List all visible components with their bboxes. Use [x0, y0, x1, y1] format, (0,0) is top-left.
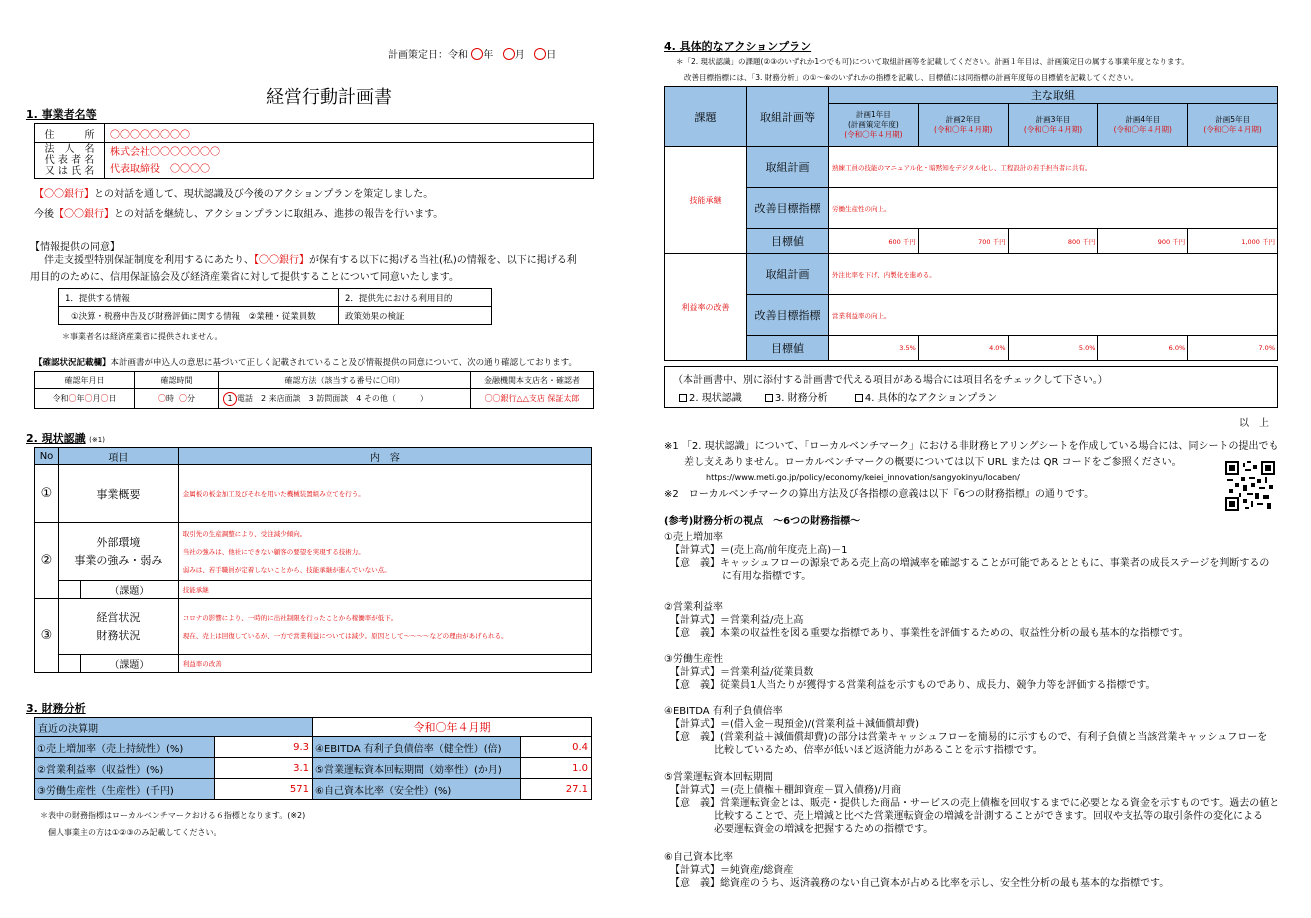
metric-value-5: 1.0: [521, 758, 592, 779]
indicator-3: ③労働生産性 【計算式】＝営業利益/従業員数 【意 義】従業員1人当たりが獲得する営業利益を示すものであり、成長力、競争力等を評価する指標です。: [664, 654, 1156, 691]
attachment-box: [664, 366, 1278, 408]
metric-value-1: 9.3: [215, 737, 313, 758]
info-value-2: 政策効果の検証: [339, 307, 492, 325]
block2-task: 利益率の改善: [665, 254, 747, 361]
attachment-note: （本計画書中、別に添付する計画書で代える項目がある場合には項目名をチェックして下さい。）: [673, 375, 1108, 386]
representative-name: 代表取締役 〇〇〇〇: [110, 163, 210, 175]
block2-target-label: 目標値: [747, 336, 829, 361]
financial-table: [34, 717, 592, 800]
corp-label-1: 法 人 名: [44, 144, 95, 155]
info-provision-table: [58, 288, 492, 325]
provision-note: ＊事業者名は経済産業省に提供されません。: [62, 332, 223, 341]
metric-value-4: 0.4: [521, 737, 592, 758]
locaben-url[interactable]: https://www.meti.go.jp/policy/economy/keiei_innovation/sangyokinyu/locaben/: [706, 473, 1020, 482]
year-5-header: 計画5年目 (令和〇年４月期): [1188, 104, 1278, 147]
period-label: 直近の決算期: [35, 718, 313, 737]
corp-label-3: 又 は 氏 名: [44, 166, 95, 177]
block1-metric: 労働生産性の向上。: [829, 188, 1278, 229]
qr-code-icon[interactable]: [1225, 461, 1275, 511]
address-value: 〇〇〇〇〇〇〇〇: [105, 124, 594, 143]
action-header-main: 主な取組: [829, 87, 1278, 104]
status-row2-task: 技能承継: [178, 581, 591, 599]
section-2-heading: 2. 現状認識 (※1): [26, 432, 105, 445]
indicator-5: ⑤営業運転資本回転期間 【計算式】＝(売上債権＋棚卸資産－買入債務)/月商 【意 義】営業運転資金とは、販売・提供した商品・サービスの売上債権を回収するまでに必要となる資金を示すものです。過去の値と 比較することで、売上増減と比べた営業運転資金の増減を計測することができます。回収や支払等の取引条件の変化による 必要運転資金の増減を把握するための指標です。: [664, 772, 1280, 835]
metric-label-4: ④EBITDA 有利子負債倍率（健全性）(倍): [313, 737, 521, 758]
metric-value-3: 571: [215, 779, 313, 800]
section-1-heading: 1. 事業者名等: [26, 108, 97, 121]
action-note-1: ＊「2. 現状認識」の課題(②③のいずれか1つでも可)について取組計画等を記載してください。計画１年目は、計画策定日の属する事業年度となります。: [676, 57, 1189, 66]
metric-label-5: ⑤営業運転資本回転期間（効率性）(か月): [313, 758, 521, 779]
reference-heading: (参考)財務分析の視点 ～6つの財務指標～: [664, 516, 861, 527]
consent-heading: 【情報提供の同意】: [30, 242, 120, 253]
consent-line-1: 伴走支援型特別保証制度を利用するにあたり、【〇〇銀行】が保有する以下に掲げる当社(私)の情報を、以下に掲げる利: [44, 255, 577, 266]
status-row1-content: 金属板の板金加工及びそれを用いた機械装置組み立てを行う。: [178, 465, 591, 523]
confirm-bank: 〇〇銀行△△支店 保証太郎: [471, 389, 594, 409]
section-4-heading: 4. 具体的なアクションプラン: [664, 40, 812, 53]
footnote-2: ※2 ローカルベンチマークの算出方法及び各指標の意義は以下『6つの財務指標』の通りです。: [664, 489, 1095, 500]
year-1-header: 計画1年目 (計画策定年度) (令和〇年４月期): [829, 104, 919, 147]
business-info-table: [34, 123, 594, 179]
info-header-2: 2．提供先における利用目的: [339, 289, 492, 307]
block1-plan-label: 取組計画: [747, 147, 829, 188]
block2-plan-label: 取組計画: [747, 254, 829, 295]
indicator-2: ②営業利益率 【計算式】＝営業利益/売上高 【意 義】本業の収益性を図る重要な指標であり、事業性を評価するための、収益性分析の最も基本的な指標です。: [664, 602, 1189, 639]
metric-label-1: ①売上増加率（売上持続性）(%): [35, 737, 215, 758]
status-header-content: 内 容: [178, 448, 591, 465]
block2-target-5: 7.0%: [1188, 336, 1278, 361]
section-3-heading: 3. 財務分析: [26, 702, 86, 715]
confirm-header-time: 確認時間: [135, 372, 219, 389]
status-row2-item-1: 外部環境: [96, 535, 141, 549]
block1-plan: 熟練工員の技能のマニュアル化・暗黙知をデジタル化し、工程設計の若手担当者に共有。: [829, 147, 1278, 188]
checkbox-icon: [765, 394, 773, 402]
financial-indicators-list: [664, 531, 1284, 890]
block2-target-1: 3.5%: [829, 336, 919, 361]
status-row2-no: ②: [35, 523, 59, 599]
page-title: 経営行動計画書: [266, 87, 392, 108]
status-row2-content-2: 当社の強みは、他社にできない顧客の要望を実現する技術力。: [182, 547, 365, 556]
status-row1-no: ①: [35, 465, 59, 523]
financial-note-2: 個人事業主の方は①②③のみ記載してください。: [48, 828, 222, 837]
status-row3-content-2: 現在、売上は回復しているが、一方で営業利益については減少。原因として～～～～などの理由があげられる。: [182, 631, 508, 640]
block2-metric-label: 改善目標指標: [747, 295, 829, 336]
metric-label-2: ②営業利益率（収益性）(%): [35, 758, 215, 779]
confirm-header-method: 確認方法（該当する番号に〇印）: [219, 372, 471, 389]
metric-label-3: ③労働生産性（生産性）(千円): [35, 779, 215, 800]
block1-target-1: 600 千円: [829, 229, 919, 254]
confirm-header-date: 確認年月日: [35, 372, 135, 389]
intro-line-2: 今後【〇〇銀行】との対話を継続し、アクションプランに取組み、進捗の報告を行います。: [34, 209, 444, 220]
block1-target-label: 目標値: [747, 229, 829, 254]
status-row3-no: ③: [35, 599, 59, 673]
checkbox-icon: [855, 394, 863, 402]
indicator-4: ④EBITDA 有利子負債倍率 【計算式】＝(借入金－現預金)/(営業利益＋減価償却費) 【意 義】(営業利益＋減価償却費)の部分は営業キャッシュフローを簡易的に示すもので、有利子負債と当該営業キャッシュフローを 比較しているため、倍率が低いほど返済能力があることを示す指標です。: [664, 706, 1268, 756]
metric-value-6: 27.1: [521, 779, 592, 800]
block1-target-4: 900 千円: [1098, 229, 1188, 254]
consent-line-2: 用目的のために、信用保証協会及び経済産業省に対して提供することについて同意いたします。: [30, 272, 459, 283]
metric-value-2: 3.1: [215, 758, 313, 779]
footnote-1b: 差し支えありません。ローカルベンチマークの概要については以下 URL または QR コードをご参照ください。: [684, 457, 1182, 468]
indicator-1: ①売上増加率 【計算式】＝(売上高/前年度売上高)－1 【意 義】キャッシュフローの源泉である売上高の増減率を確認することが可能であるとともに、事業者の成長ステージを判断するの に有用な指標です。: [664, 532, 1270, 582]
action-plan-table: [664, 86, 1278, 361]
action-header-task: 課題: [665, 87, 747, 147]
corp-label-2: 代 表 者 名: [44, 155, 95, 166]
confirm-header-bank: 金融機関本支店名・確認者: [471, 372, 594, 389]
confirm-date: 令和〇年〇月〇日: [35, 389, 135, 409]
status-row3-item-1: 経営状況: [96, 610, 141, 624]
confirm-heading: 【確認状況記載欄】本計画書が申込人の意思に基づいて正しく記載されていること及び情報提供の同意について、次の通り確認しております。: [34, 358, 578, 368]
attach-check-action[interactable]: 4. 具体的なアクションプラン: [855, 393, 997, 404]
confirm-method: 1 電話 2 来店面談 3 訪問面談 4 その他（ ）: [219, 389, 471, 409]
info-value-1: ①決算・税務申告及び財務評価に関する情報 ②業種・従業員数: [59, 307, 339, 325]
action-header-plan: 取組計画等: [747, 87, 829, 147]
year-3-header: 計画3年目 (令和〇年４月期): [1008, 104, 1098, 147]
status-header-item: 項目: [59, 448, 179, 465]
status-row2-task-label: （課題）: [81, 581, 179, 599]
confirm-time: 〇時 〇分: [135, 389, 219, 409]
status-row3-task-label: （課題）: [81, 655, 179, 673]
block1-metric-label: 改善目標指標: [747, 188, 829, 229]
action-note-2: 改善目標指標には、「3. 財務分析」の①～⑥のいずれかの指標を記載し、目標値には同指標の計画年度毎の目標値を記載してください。: [684, 73, 1139, 82]
end-mark: 以 上: [1239, 418, 1269, 429]
checkbox-icon: [679, 394, 687, 402]
status-header-no: No: [35, 448, 59, 465]
block2-plan: 外注比率を下げ、内製化を進める。: [829, 254, 1278, 295]
status-row2-content-1: 取引先の生産調整により、受注減少傾向。: [182, 529, 307, 538]
indicator-6: ⑥自己資本比率 【計算式】＝純資産/総資産 【意 義】総資産のうち、返済義務のない自己資本が占める比率を示し、安全性分析の最も基本的な指標です。: [664, 852, 1170, 889]
plan-date: 計画策定日：令和 年 月 日: [388, 50, 557, 61]
year-4-header: 計画4年目 (令和〇年４月期): [1098, 104, 1188, 147]
metric-label-6: ⑥自己資本比率（安全性）(%): [313, 779, 521, 800]
financial-note-1: ＊表中の財務指標はローカルベンチマークおける６指標となります。(※2): [40, 811, 306, 820]
intro-line-1: 【〇〇銀行】との対話を通して、現状認識及び今後のアクションプランを策定しました。: [34, 189, 434, 200]
status-row2-content-3: 弱みは、若手職員が定着しないことから、技能承継が進んでいない点。: [182, 565, 391, 574]
block2-target-3: 5.0%: [1008, 336, 1098, 361]
block1-target-5: 1,000 千円: [1188, 229, 1278, 254]
corp-name: 株式会社〇〇〇〇〇〇〇: [110, 146, 220, 158]
status-row1-item: 事業概要: [59, 465, 179, 523]
block1-target-3: 800 千円: [1008, 229, 1098, 254]
info-header-1: 1．提供する情報: [59, 289, 339, 307]
attach-check-financial[interactable]: 3. 財務分析: [765, 393, 828, 404]
status-row2-item-2: 事業の強み・弱み: [74, 553, 163, 567]
block2-metric: 営業利益率の向上。: [829, 295, 1278, 336]
year-2-header: 計画2年目 (令和〇年４月期): [918, 104, 1008, 147]
status-row3-item-2: 財務状況: [96, 628, 141, 642]
confirm-table: [34, 371, 594, 409]
block2-target-2: 4.0%: [918, 336, 1008, 361]
block1-target-2: 700 千円: [918, 229, 1008, 254]
attach-check-status[interactable]: 2. 現状認識: [679, 393, 742, 404]
status-row3-task: 利益率の改善: [178, 655, 591, 673]
block1-task: 技能承継: [665, 147, 747, 254]
block2-target-4: 6.0%: [1098, 336, 1188, 361]
period-value: 令和〇年４月期: [313, 718, 592, 737]
status-table: [34, 447, 592, 673]
address-label: 住 所: [35, 124, 105, 143]
footnote-1a: ※1 「2. 現状認識」について、「ローカルベンチマーク」における非財務ヒアリングシートを作成している場合には、同シートの提出でも: [664, 441, 1279, 452]
status-row3-content-1: コロナの影響により、一時的に出社制限を行ったことから稼働率が低下。: [182, 613, 398, 622]
